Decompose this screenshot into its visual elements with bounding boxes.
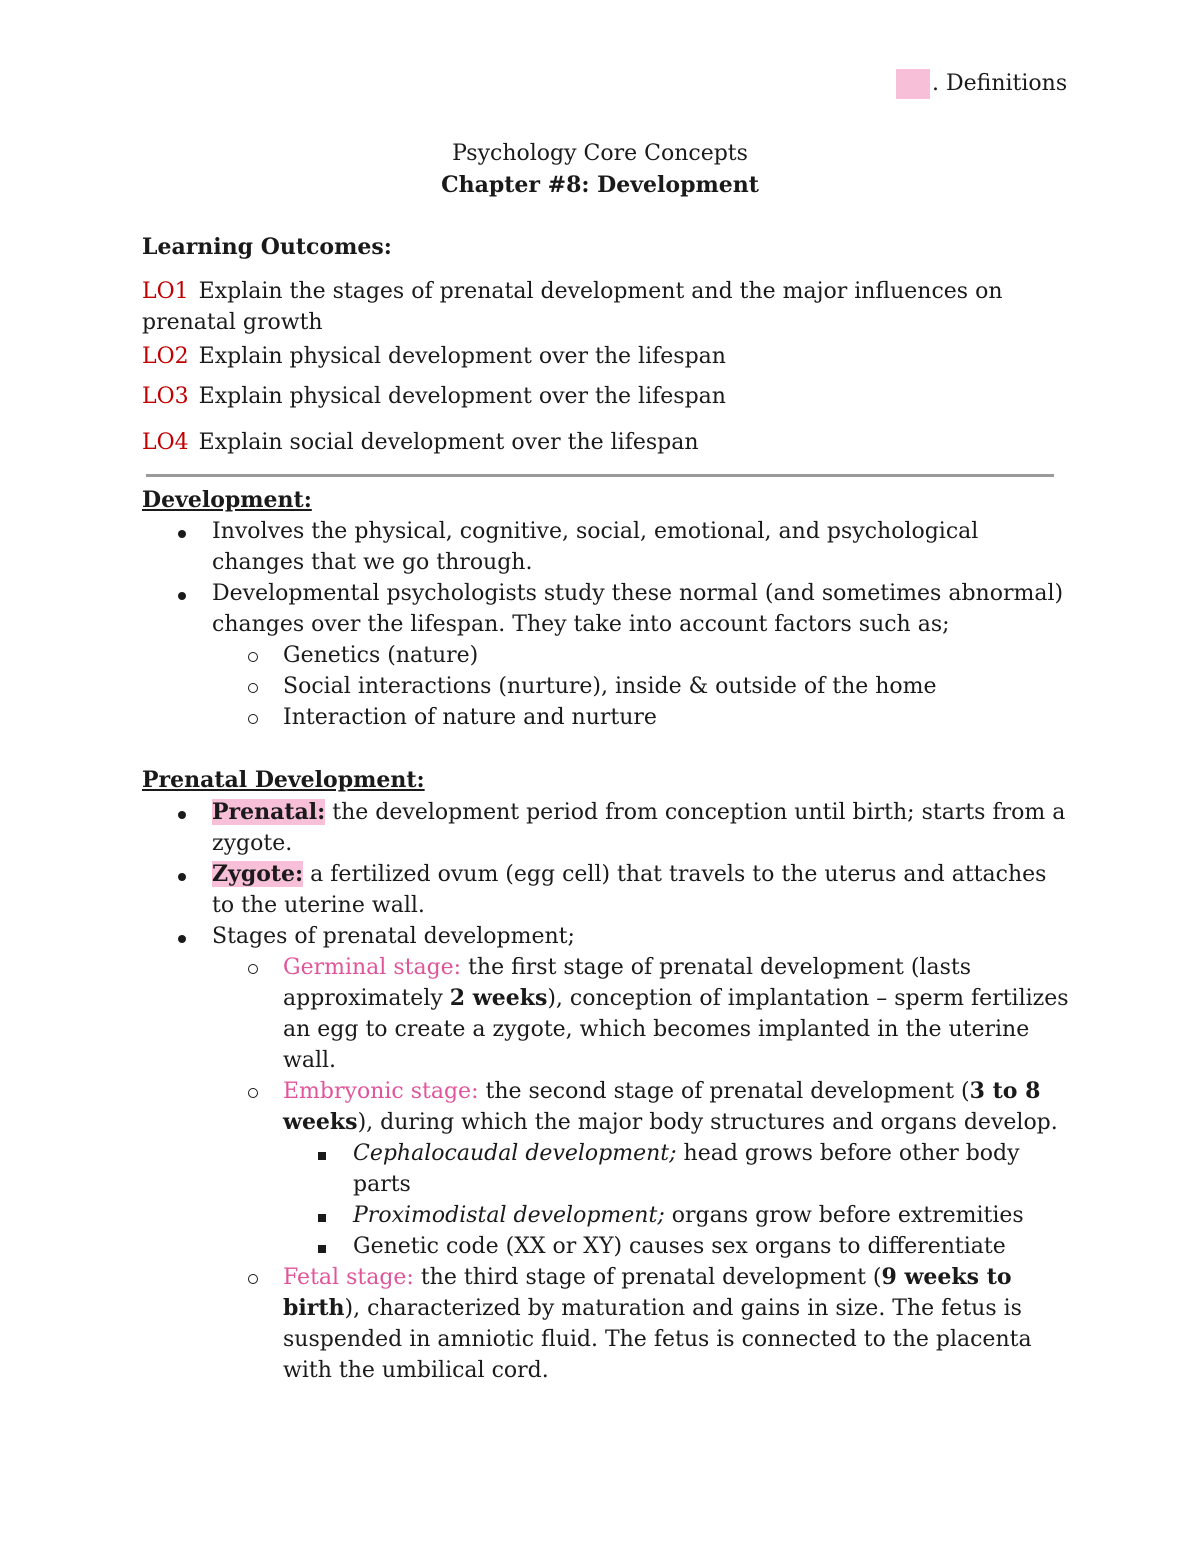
outcome-text: Explain social development over the lifespan xyxy=(198,430,699,455)
outcome-code: LO2 xyxy=(142,344,189,369)
list-item-text: Involves the physical, cognitive, social, emotional, and psychological changes that we go through. xyxy=(212,519,979,575)
sub-term: Proximodistal development; xyxy=(353,1203,665,1228)
section-divider xyxy=(146,474,1054,477)
outcome-text: Explain physical development over the lifespan xyxy=(198,344,726,369)
definitions-legend xyxy=(896,68,1067,99)
stage-text: ), characterized by maturation and gains in size. The fetus is suspended in amniotic fluid. The fetus is connected to the placenta with the umbilical cord. xyxy=(283,1296,1032,1383)
list-item xyxy=(142,952,1072,1076)
chapter-title: Chapter #8: Development xyxy=(441,172,759,198)
list-item-text: Interaction of nature and nurture xyxy=(283,705,657,730)
learning-outcome xyxy=(142,427,1072,458)
list-item xyxy=(142,1262,1072,1386)
highlight-swatch xyxy=(896,69,930,99)
stage-term: Germinal stage: xyxy=(283,955,462,980)
outcome-text: Explain physical development over the lifespan xyxy=(198,384,726,409)
list-item xyxy=(142,859,1072,921)
outcome-code: LO4 xyxy=(142,430,189,455)
stage-duration: 9 weeks to birth xyxy=(283,1264,1012,1321)
stage-text: ), during which the major body structures and organs develop. xyxy=(357,1110,1058,1135)
definition-term: Prenatal: xyxy=(212,799,326,825)
stage-text: the second stage of prenatal development ( xyxy=(478,1079,970,1104)
stage-term: Fetal stage: xyxy=(283,1265,414,1290)
stage-text: the third stage of prenatal development ( xyxy=(413,1265,882,1290)
bullet-icon xyxy=(178,811,186,819)
list-item-text: Stages of prenatal development; xyxy=(212,924,575,949)
outcome-text: Explain the stages of prenatal development and the major influences on prenatal growth xyxy=(142,279,1003,335)
square-bullet-icon xyxy=(318,1245,326,1253)
stage-text: the first stage of prenatal development (lasts approximately xyxy=(283,955,971,1011)
prenatal-heading: Prenatal Development: xyxy=(142,767,425,793)
stage-text: ), conception of implantation – sperm fertilizes an egg to create a zygote, which becomes implanted in the uterine wall. xyxy=(283,986,1069,1073)
square-bullet-icon xyxy=(318,1152,326,1160)
learning-outcome xyxy=(142,276,1072,338)
stage-term: Embryonic stage: xyxy=(283,1079,479,1104)
list-item xyxy=(142,1076,1072,1138)
list-item xyxy=(142,1200,1072,1231)
list-item xyxy=(142,640,1072,671)
prenatal-list xyxy=(142,797,1072,1386)
stage-duration: 3 to 8 weeks xyxy=(283,1078,1041,1135)
circle-bullet-icon xyxy=(248,1088,258,1098)
list-item xyxy=(142,1231,1072,1262)
bullet-icon xyxy=(178,873,186,881)
bullet-icon xyxy=(178,592,186,600)
circle-bullet-icon xyxy=(248,714,258,724)
list-item xyxy=(142,702,1072,733)
learning-outcome xyxy=(142,381,1072,412)
square-bullet-icon xyxy=(318,1214,326,1222)
circle-bullet-icon xyxy=(248,1274,258,1284)
definition-term: Zygote: xyxy=(212,861,304,887)
definition-text: the development period from conception until birth; starts from a zygote. xyxy=(212,800,1066,856)
outcome-code: LO1 xyxy=(142,279,189,304)
list-item-text: Social interactions (nurture), inside & outside of the home xyxy=(283,674,937,699)
sub-term: Cephalocaudal development; xyxy=(353,1141,677,1166)
development-list xyxy=(142,516,1072,733)
page-title: Psychology Core Concepts xyxy=(452,141,748,166)
list-item-text: Genetics (nature) xyxy=(283,643,479,668)
sub-text: Genetic code (XX or XY) causes sex organs to differentiate xyxy=(353,1234,1006,1259)
circle-bullet-icon xyxy=(248,683,258,693)
list-item-text: Developmental psychologists study these normal (and sometimes abnormal) changes over the lifespan. They take into account factors such as; xyxy=(212,581,1064,637)
sub-text: organs grow before extremities xyxy=(664,1203,1024,1228)
circle-bullet-icon xyxy=(248,964,258,974)
sub-text: head grows before other body parts xyxy=(353,1141,1020,1197)
list-item xyxy=(142,671,1072,702)
circle-bullet-icon xyxy=(248,652,258,662)
learning-outcome xyxy=(142,341,1072,372)
outcome-code: LO3 xyxy=(142,384,189,409)
list-item xyxy=(142,1138,1072,1200)
list-item xyxy=(142,578,1072,640)
legend-label: . Definitions xyxy=(932,71,1068,96)
definition-text: a fertilized ovum (egg cell) that travels to the uterus and attaches to the uterine wall. xyxy=(212,862,1047,918)
list-item xyxy=(142,516,1072,578)
development-heading: Development: xyxy=(142,487,312,513)
learning-outcomes-heading: Learning Outcomes: xyxy=(142,234,392,260)
stage-duration: 2 weeks xyxy=(449,985,548,1011)
list-item xyxy=(142,921,1072,952)
list-item xyxy=(142,797,1072,859)
bullet-icon xyxy=(178,530,186,538)
bullet-icon xyxy=(178,935,186,943)
